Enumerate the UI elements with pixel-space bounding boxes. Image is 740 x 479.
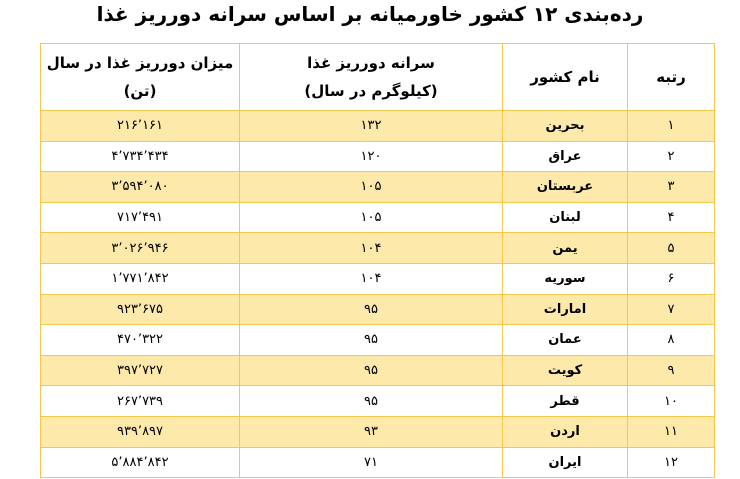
- total-cell: ۴۷۰٬۳۲۲: [41, 325, 240, 356]
- page-title: رده‌بندی ۱۲ کشور خاورمیانه بر اساس سرانه دورریز غذا: [96, 2, 644, 26]
- table-body: [41, 111, 715, 478]
- table-row: [41, 294, 715, 325]
- table-row: [41, 355, 715, 386]
- country-cell: سوریه: [503, 263, 628, 294]
- header-total-line2: (تن): [123, 82, 157, 100]
- rank-cell: ۸: [628, 325, 715, 356]
- total-cell: ۳٬۵۹۴٬۰۸۰: [41, 172, 240, 203]
- rank-cell: ۷: [628, 294, 715, 325]
- table-row: [41, 111, 715, 142]
- table-row: [41, 325, 715, 356]
- per-capita-cell: ۱۰۵: [240, 202, 503, 233]
- header-row: [41, 44, 715, 111]
- rank-cell: ۱: [628, 111, 715, 142]
- table-row: [41, 416, 715, 447]
- food-waste-table: [40, 43, 715, 478]
- total-cell: ۲۱۶٬۱۶۱: [41, 111, 240, 142]
- per-capita-cell: ۱۰۴: [240, 263, 503, 294]
- country-cell: عراق: [503, 141, 628, 172]
- rank-cell: ۲: [628, 141, 715, 172]
- per-capita-cell: ۹۵: [240, 325, 503, 356]
- table-row: [41, 263, 715, 294]
- table-row: [41, 233, 715, 264]
- country-cell: ایران: [503, 447, 628, 478]
- per-capita-cell: ۷۱: [240, 447, 503, 478]
- header-total: [41, 44, 240, 111]
- total-cell: ۲۶۷٬۷۳۹: [41, 386, 240, 417]
- table-row: [41, 386, 715, 417]
- rank-cell: ۱۰: [628, 386, 715, 417]
- country-cell: لبنان: [503, 202, 628, 233]
- country-cell: امارات: [503, 294, 628, 325]
- rank-cell: ۵: [628, 233, 715, 264]
- per-capita-cell: ۹۵: [240, 355, 503, 386]
- total-cell: ۹۳۹٬۸۹۷: [41, 416, 240, 447]
- table-row: [41, 141, 715, 172]
- per-capita-cell: ۱۲۰: [240, 141, 503, 172]
- header-per-capita-line1: سرانه دورریز غذا: [307, 54, 435, 72]
- total-cell: ۵٬۸۸۴٬۸۴۲: [41, 447, 240, 478]
- header-rank: رتبه: [628, 44, 715, 111]
- country-cell: یمن: [503, 233, 628, 264]
- rank-cell: ۶: [628, 263, 715, 294]
- rank-cell: ۱۲: [628, 447, 715, 478]
- header-per-capita-line2: (کیلوگرم در سال): [304, 82, 438, 100]
- total-cell: ۴٬۷۳۴٬۴۳۴: [41, 141, 240, 172]
- rank-cell: ۳: [628, 172, 715, 203]
- country-cell: بحرین: [503, 111, 628, 142]
- table-row: [41, 202, 715, 233]
- total-cell: ۳٬۰۲۶٬۹۴۶: [41, 233, 240, 264]
- total-cell: ۳۹۷٬۷۲۷: [41, 355, 240, 386]
- country-cell: عربستان: [503, 172, 628, 203]
- country-cell: قطر: [503, 386, 628, 417]
- total-cell: ۱٬۷۷۱٬۸۴۲: [41, 263, 240, 294]
- per-capita-cell: ۹۳: [240, 416, 503, 447]
- per-capita-cell: ۹۵: [240, 386, 503, 417]
- rank-cell: ۱۱: [628, 416, 715, 447]
- total-cell: ۹۲۳٬۶۷۵: [41, 294, 240, 325]
- table-row: [41, 172, 715, 203]
- country-cell: اردن: [503, 416, 628, 447]
- per-capita-cell: ۱۰۴: [240, 233, 503, 264]
- table-row: [41, 447, 715, 478]
- per-capita-cell: ۱۰۵: [240, 172, 503, 203]
- header-per-capita: [240, 44, 503, 111]
- per-capita-cell: ۹۵: [240, 294, 503, 325]
- country-cell: عمان: [503, 325, 628, 356]
- rank-cell: ۹: [628, 355, 715, 386]
- header-country: نام کشور: [503, 44, 628, 111]
- country-cell: کویت: [503, 355, 628, 386]
- header-total-line1: میزان دورریز غذا در سال: [46, 54, 234, 72]
- total-cell: ۷۱۷٬۴۹۱: [41, 202, 240, 233]
- rank-cell: ۴: [628, 202, 715, 233]
- per-capita-cell: ۱۳۲: [240, 111, 503, 142]
